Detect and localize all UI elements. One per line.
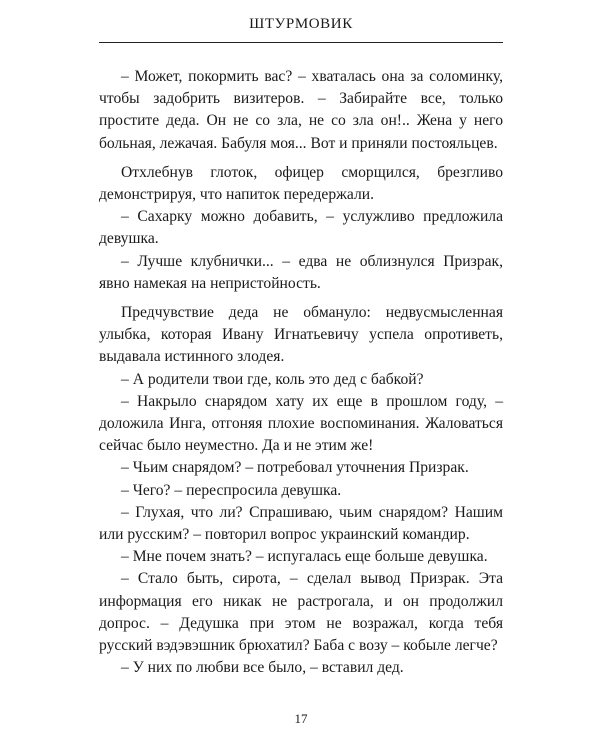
paragraph: – Глухая, что ли? Спрашиваю, чьим снарядом? Нашим или русским? – повторил вопрос украинский командир.: [99, 503, 503, 544]
header-rule: [99, 42, 503, 43]
paragraph: Отхлебнув глоток, офицер сморщился, брезгливо демонстрируя, что напиток передержали.: [99, 163, 503, 204]
paragraph: – Лучше клубнички... – едва не облизнулся Призрак, явно намекая на непристойность.: [99, 252, 503, 292]
body-text: [99, 66, 503, 679]
paragraph: – Стало быть, сирота, – сделал вывод Призрак. Эта информация его никак не растрогала, и он продолжил допрос. – Дедушка при этом не возражал, когда тебя русский вэдэвэшник брюхатил? Баба с возу – кобыле легче?: [99, 570, 503, 655]
paragraph: – Чего? – переспросила девушка.: [121, 481, 342, 499]
page-number: 17: [294, 711, 308, 726]
paragraph: Предчувствие деда не обмануло: недвусмысленная улыбка, которая Ивану Игнатьевичу успела опротиветь, выдавала истинного злодея.: [99, 304, 503, 366]
paragraph: – Мне почем знать? – испугалась еще больше девушка.: [121, 548, 488, 566]
paragraph: – Сахарку можно добавить, – услужливо предложила девушка.: [99, 208, 503, 248]
paragraph: – У них по любви все было, – вставил дед.: [121, 659, 404, 677]
running-header: ШТУРМОВИК: [249, 16, 353, 32]
paragraph: – Может, покормить вас? – хваталась она за соломинку, чтобы задобрить визитеров. – Забирайте все, только простите деда. Он не со зла, не со зла он!.. Жена у него больная, лежачая. Бабуля моя... Вот и приняли постояльцев.: [99, 68, 503, 152]
paragraph: – Чьим снарядом? – потребовал уточнения Призрак.: [121, 459, 469, 477]
paragraph: – А родители твои где, коль это дед с бабкой?: [121, 370, 424, 388]
paragraph: – Накрыло снарядом хату их еще в прошлом году, – доложила Инга, отгоняя плохие воспоминания. Жаловаться сейчас было неуместно. Да и не этим же!: [99, 392, 503, 455]
